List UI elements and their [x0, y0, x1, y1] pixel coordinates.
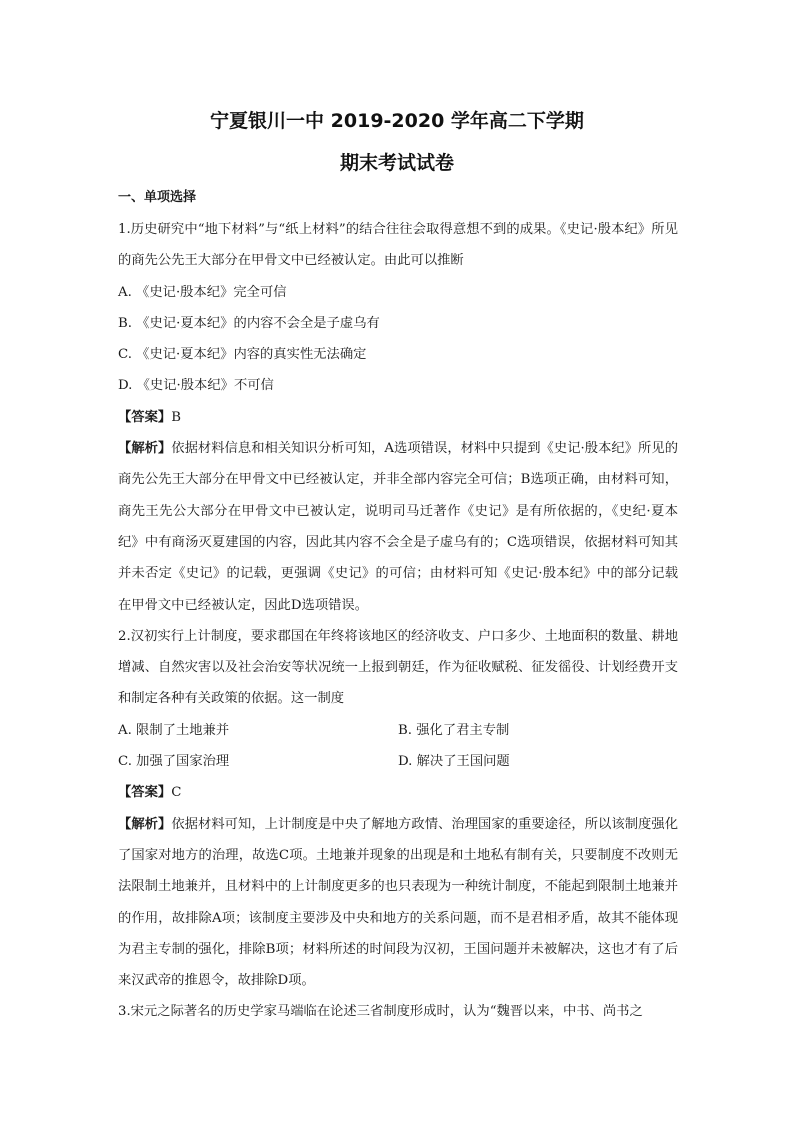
question-1: [118, 214, 678, 621]
analysis-text: 依据材料可知，上计制度是中央了解地方政情、治理国家的重要途径，所以该制度强化了国家对地方的治理，故选C项。土地兼并现象的出现是和土地私有制有关，只要制度不改则无法限制土地兼并，且材料中的上计制度更多的也只表现为一种统计制度，不能起到限制土地兼并的作用，故排除A项；该制度主要涉及中央和地方的关系问题，而不是君相矛盾，故其不能体现为君主专制的强化，排除B项；材料所述的时间段为汉初，王国问题并未被解决，这也才有了后来汉武帝的推恩令，故排除D项。: [118, 816, 679, 989]
option-row: [118, 715, 678, 746]
option-c: C. 《史记·夏本纪》内容的真实性无法确定: [118, 347, 367, 363]
option-d: D. 《史记·殷本纪》不可信: [118, 378, 274, 394]
analysis-text: 依据材料信息和相关知识分析可知，A选项错误，材料中只提到《史记·殷本纪》所见的商先公先王大部分在甲骨文中已经被认定，并非全部内容完全可信；B选项正确，由材料可知，商先王先公大部分在甲骨文中已被认定，说明司马迁著作《史记》是有所依据的，《史纪·夏本纪》中有商汤灭夏建国的内容，因此其内容不会全是子虚乌有的；C选项错误，依据材料可知其并未否定《史记》的记载，更强调《史记》的可信；由材料可知《史记·殷本纪》中的部分记载在甲骨文中已经被认定，因此D选项错误。: [118, 441, 678, 613]
answer-tag: 【答案】: [118, 409, 172, 425]
question-2: [118, 621, 678, 997]
analysis-tag: 【解析】: [118, 441, 172, 457]
analysis-paragraph: [118, 809, 678, 997]
question-stem: 2.汉初实行上计制度，要求郡国在年终将该地区的经济收支、户口多少、土地面积的数量、耕地增减、自然灾害以及社会治安等状况统一上报到朝廷，作为征收赋税、征发徭役、计划经费开支和制定各种有关政策的依据。这一制度: [118, 628, 678, 707]
answer-line: [118, 402, 678, 433]
answer-value: C: [171, 785, 182, 801]
answer-value: B: [171, 409, 181, 425]
option-d: D. 解决了王国问题: [398, 754, 510, 770]
document-subtitle: 期末考试试卷: [339, 152, 454, 174]
document-title: 宁夏银川一中 2019-2020 学年高二下学期: [210, 110, 584, 132]
question-list: [118, 214, 678, 1028]
option-b: B. 《史记·夏本纪》的内容不会全是子虚乌有: [118, 315, 380, 331]
option-c: C. 加强了国家治理: [118, 754, 230, 770]
answer-tag: 【答案】: [118, 785, 172, 801]
question-stem: 1.历史研究中“地下材料”与“纸上材料”的结合往往会取得意想不到的成果。《史记·殷本纪》所见的商先公先王大部分在甲骨文中已经被认定。由此可以推断: [118, 222, 678, 269]
option-row: [118, 746, 678, 777]
answer-line: [118, 777, 678, 808]
question-3: [118, 996, 678, 1027]
question-stem: 3.宋元之际著名的历史学家马端临在论述三省制度形成时，认为“魏晋以来，中书、尚书之: [118, 1004, 643, 1020]
option-b: B. 强化了君主专制: [398, 722, 510, 738]
option-a: A. 限制了土地兼并: [118, 722, 230, 738]
option-a: A. 《史记·殷本纪》完全可信: [118, 284, 287, 300]
section-heading: 一、单项选择: [118, 190, 197, 205]
analysis-tag: 【解析】: [118, 816, 172, 832]
analysis-paragraph: [118, 433, 678, 621]
